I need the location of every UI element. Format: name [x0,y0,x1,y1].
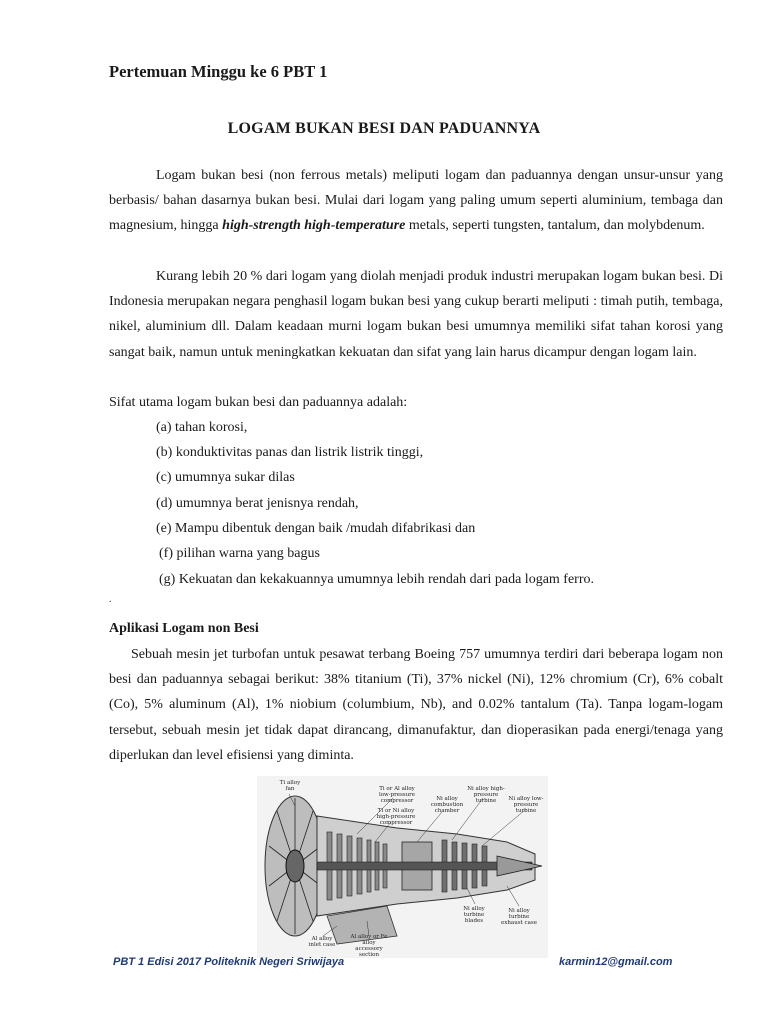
section-subheading: Aplikasi Logam non Besi [109,621,259,636]
stray-dot: . [109,594,112,605]
highlight-term: high-strength high-temperature [222,218,406,234]
label-hp-compressor: Ti or Ni alloy high-pressure compressor [376,808,416,826]
label-combustion: Ni alloy combustion chamber [430,796,464,814]
list-item: (e) Mampu dibentuk dengan baik /mudah difabrikasi dan [156,521,476,536]
list-item: (a) tahan korosi, [156,420,248,435]
paragraph-production: Kurang lebih 20 % dari logam yang diolah menjadi produk industri merupakan logam bukan besi. Di Indonesia merupakan negara penghasil logam bukan besi yang cukup berarti meliputi : timah putih, tembaga, nikel, aluminium dll. Dalam keadaan murni logam bukan besi umumnya memiliki sifat tahan korosi yang sangat baik, namun untuk meningkatkan kekuatan dan sifat yang lain harus dicampur dengan logam lain. [109,269,723,360]
label-hp-turbine: Ni alloy high-pressure turbine [467,786,505,804]
jet-engine-figure [257,776,548,958]
properties-intro: Sifat utama logam bukan besi dan paduannya adalah: [109,395,408,410]
paragraph-jet-engine: Sebuah mesin jet turbofan untuk pesawat terbang Boeing 757 umumnya terdiri dari beberapa logam non besi dan paduannya sebagai berikut: 38% titanium (Ti), 37% nickel (Ni), 12% chromium (Cr), 6% cobalt (Co), 5% aluminum (Al), 1% niobium (columbium, Nb), and 0.02% tantalum (Ta). Tanpa logam-logam tersebut, sebuah mesin jet tidak dapat dirancang, dimanufaktur, dan dioperasikan pada energi/tenaga yang diperlukan dan level efisiensi yang diminta. [109,647,723,763]
list-item: (c) umumnya sukar dilas [156,470,295,485]
page-heading: Pertemuan Minggu ke 6 PBT 1 [109,62,328,81]
paragraph-intro-text: Logam bukan besi (non ferrous metals) meliputi logam dan paduannya dengan unsur-unsur yang berbasis/ bahan dasarnya bukan besi. Mulai dari logam yang paling umum seperti aluminium, tembaga dan magnesium, hingga [109,168,723,234]
label-turbine-blades: Ni alloy turbine blades [463,906,485,924]
paragraph-intro-tail: metals, seperti tungsten, tantalum, dan molybdenum. [405,218,705,234]
list-item: (g) Kekuatan dan kekakuannya umumnya lebih rendah dari pada logam ferro. [159,572,594,587]
document-title: LOGAM BUKAN BESI DAN PADUANNYA [227,120,541,137]
label-ti-fan: Ti alloy fan [279,780,301,792]
label-inlet-case: Al alloy inlet case [308,936,336,948]
footer-edition: PBT 1 Edisi 2017 Politeknik Negeri Sriwijaya [113,956,345,968]
label-lp-turbine: Ni alloy low-pressure turbine [508,796,544,814]
list-item: (d) umumnya berat jenisnya rendah, [156,496,359,511]
label-lp-compressor: Ti or Al alloy low-pressure compressor [378,786,416,804]
label-accessory: Al alloy or Fe alloy accessory section [350,934,388,958]
footer-email: karmin12@gmail.com [559,956,673,968]
paragraph-intro [109,163,723,239]
list-item: (b) konduktivitas panas dan listrik listrik tinggi, [156,445,424,460]
list-item: (f) pilihan warna yang bagus [159,546,320,561]
label-exhaust-case: Ni alloy turbine exhaust case [501,908,537,926]
